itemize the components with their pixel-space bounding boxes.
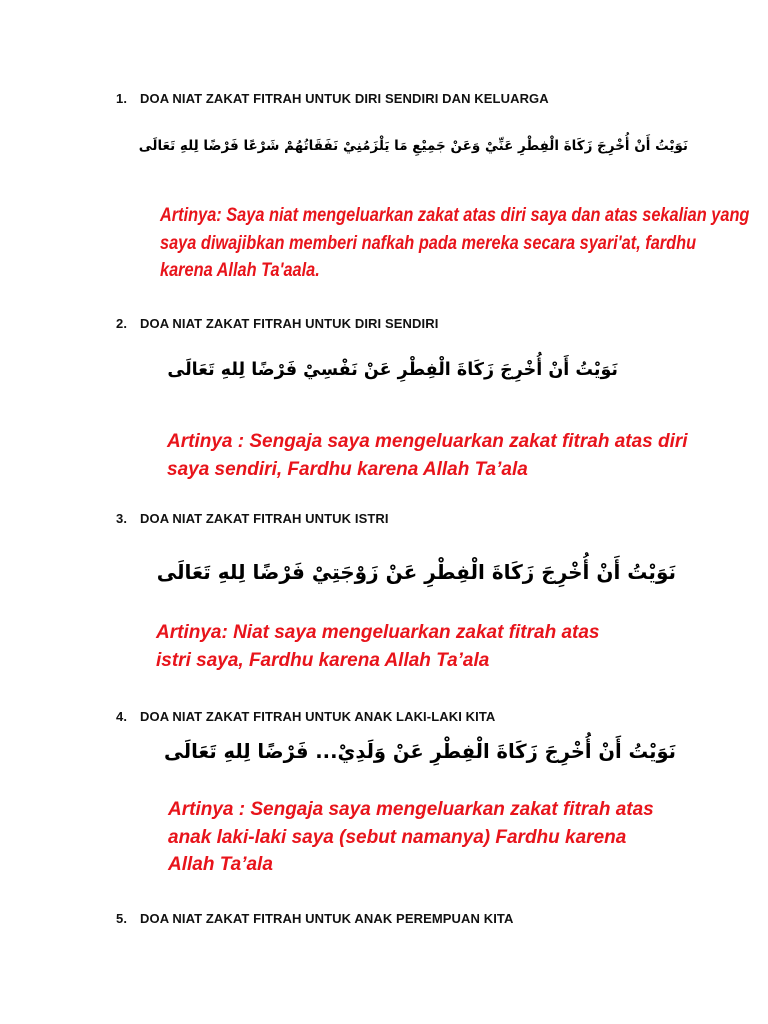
arabic-prayer-2: نَوَيْتُ أَنْ أُخْرِجَ زَكَاةَ الْفِطْرِ عَنْ نَفْسِيْ فَرْضًا لِلهِ تَعَالَى xyxy=(167,360,618,380)
translation-line: Artinya : Sengaja saya mengeluarkan zakat fitrah atas xyxy=(168,799,654,820)
section-heading-3 xyxy=(116,511,389,526)
translation-1 xyxy=(160,202,749,285)
arabic-prayer-4: نَوَيْتُ أَنْ أُخْرِجَ زَكَاةَ الْفِطْرِ عَنْ وَلَدِيْ... فَرْضًا لِلهِ تَعَالَى xyxy=(164,740,676,763)
section-heading-4 xyxy=(116,709,495,724)
section-number: 5. xyxy=(116,911,128,926)
translation-line: anak laki-laki saya (sebut namanya) Fardhu karena xyxy=(168,826,627,848)
section-title: DOA NIAT ZAKAT FITRAH UNTUK ISTRI xyxy=(140,511,389,526)
arabic-prayer-3: نَوَيْتُ أَنْ أُخْرِجَ زَكَاةَ الْفِطْرِ عَنْ زَوْجَتِيْ فَرْضًا لِلهِ تَعَالَى xyxy=(156,560,676,584)
arabic-prayer-1: نَوَيْتُ أَنْ أُخْرِجَ زَكَاةَ الْفِطْرِ عَنِّيْ وَعَنْ جَمِيْعِ مَا يَلْزَمُنِيْ نَفَقَاتُهُمْ شَرْعًا فَرْضًا لِلهِ تَعَالَى xyxy=(138,138,688,154)
section-number: 1. xyxy=(116,91,128,106)
section-title: DOA NIAT ZAKAT FITRAH UNTUK ANAK PEREMPUAN KITA xyxy=(140,911,514,926)
translation-line: saya diwajibkan memberi nafkah pada mereka secara syari'at, fardhu xyxy=(160,232,697,254)
section-number: 3. xyxy=(116,511,128,526)
translation-line: Artinya: Niat saya mengeluarkan zakat fitrah atas xyxy=(156,622,600,643)
translation-3 xyxy=(156,619,600,674)
translation-line: Artinya: Saya niat mengeluarkan zakat atas diri saya dan atas sekalian yang xyxy=(160,205,750,226)
section-heading-5 xyxy=(116,911,514,926)
translation-line: istri saya, Fardhu karena Allah Ta’ala xyxy=(156,649,490,671)
translation-line: saya sendiri, Fardhu karena Allah Ta’ala xyxy=(167,458,528,480)
section-title: DOA NIAT ZAKAT FITRAH UNTUK ANAK LAKI-LAKI KITA xyxy=(140,709,496,724)
section-number: 2. xyxy=(116,316,128,331)
translation-line: Allah Ta’ala xyxy=(168,854,273,876)
section-heading-2 xyxy=(116,316,438,331)
translation-2 xyxy=(167,428,688,483)
translation-line: karena Allah Ta'aala. xyxy=(160,260,320,282)
translation-line: Artinya : Sengaja saya mengeluarkan zakat fitrah atas diri xyxy=(167,431,688,452)
section-number: 4. xyxy=(116,709,128,724)
translation-4 xyxy=(168,796,654,879)
section-title: DOA NIAT ZAKAT FITRAH UNTUK DIRI SENDIRI DAN KELUARGA xyxy=(140,91,549,106)
section-title: DOA NIAT ZAKAT FITRAH UNTUK DIRI SENDIRI xyxy=(140,316,439,331)
section-heading-1 xyxy=(116,91,549,106)
